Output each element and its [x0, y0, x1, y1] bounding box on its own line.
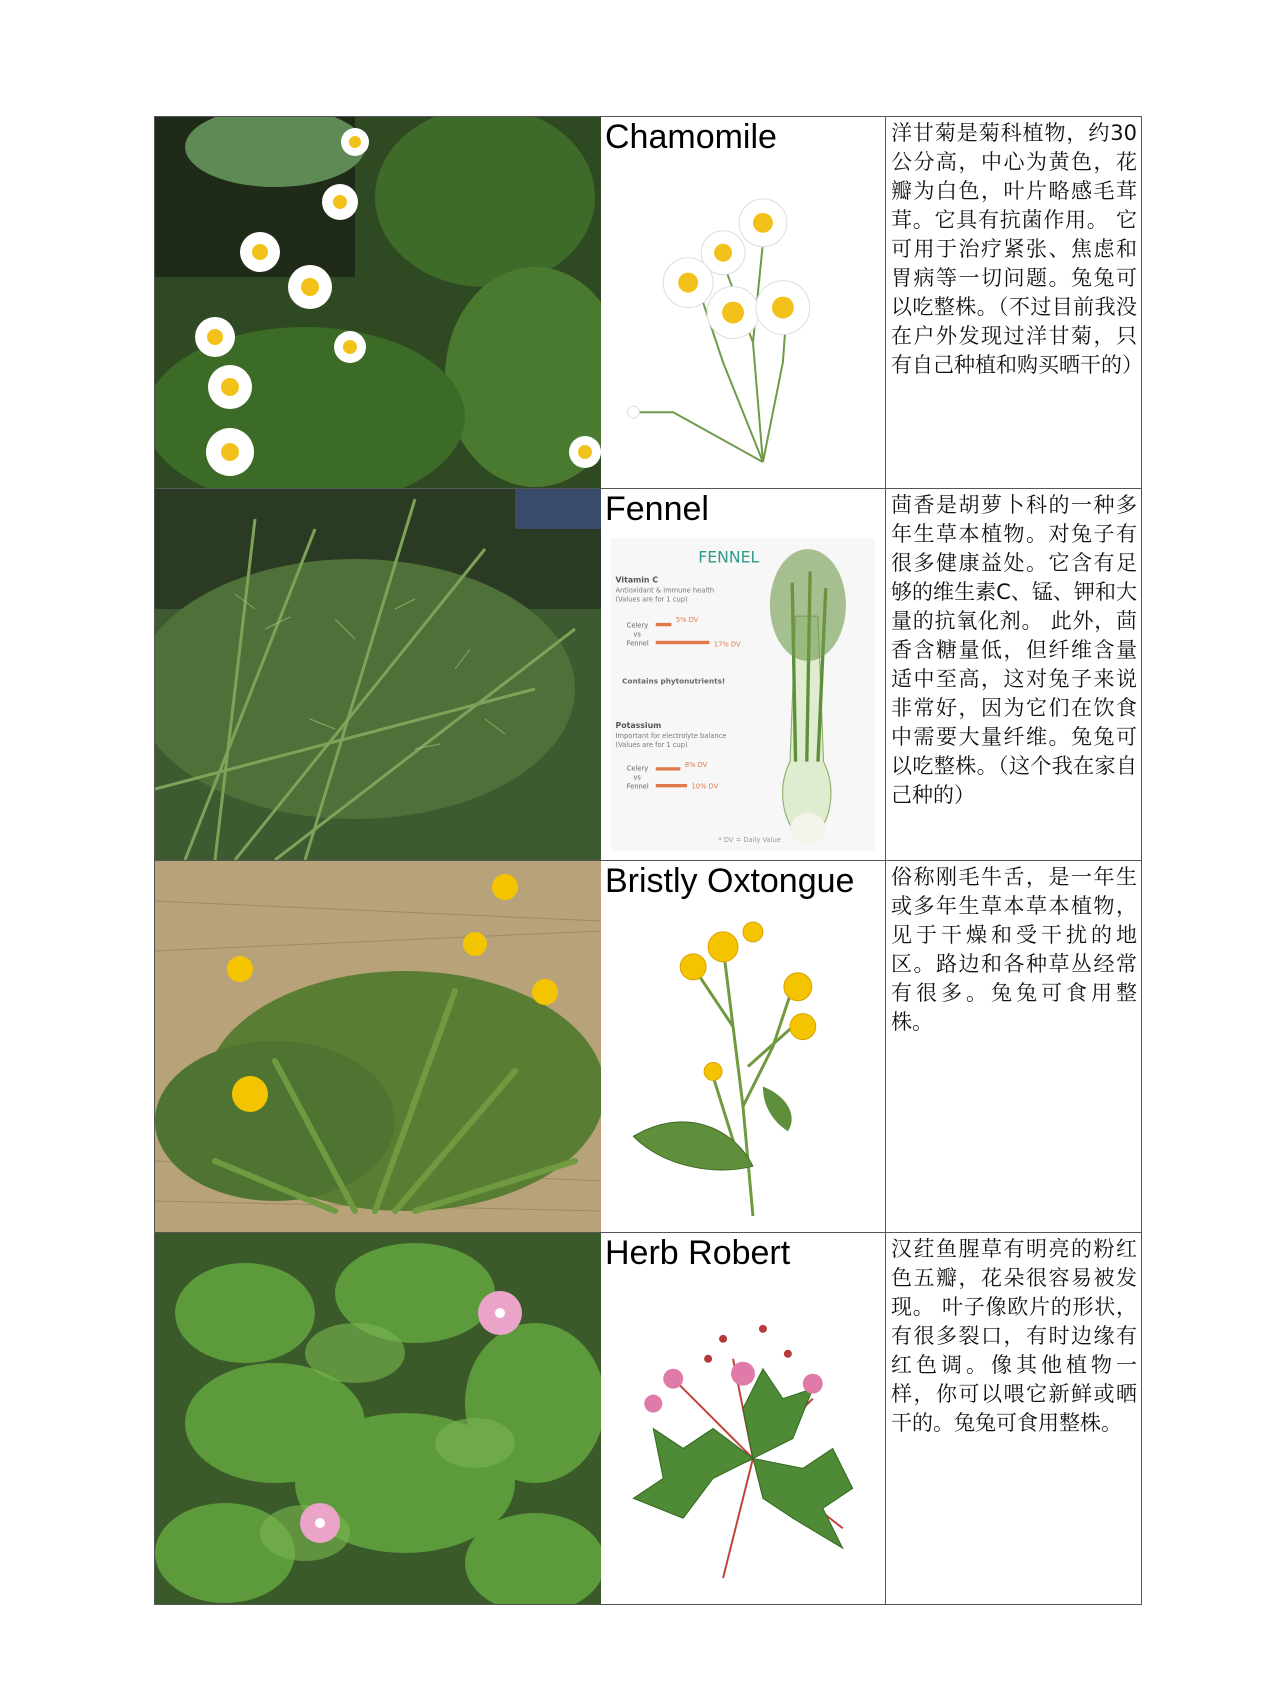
- infographic-fennel-k-bar: [656, 784, 687, 787]
- chamomile-photo-cell: [155, 117, 601, 489]
- infographic-celery-2: Celery: [626, 764, 649, 773]
- infographic-celery-vitc-bar: [656, 623, 672, 626]
- oxtongue-illustration: [611, 907, 875, 1226]
- herb-name-chamomile: Chamomile: [605, 118, 777, 156]
- infographic-fennel-1: Fennel: [626, 639, 649, 648]
- infographic-vitamin-c-sub: Antioxidant & immune health: [615, 586, 715, 595]
- fennel-photo: [155, 489, 601, 860]
- infographic-values-note-2: (Values are for 1 cup): [615, 741, 688, 750]
- oxtongue-photo: [155, 861, 601, 1232]
- oxtongue-desc-cell: [886, 861, 1142, 1233]
- herb-description-chamomile: 洋甘菊是菊科植物，约30公分高，中心为黄色，花瓣为白色，叶片略感毛茸茸。它具有抗菌作用。 它可用于治疗紧张、焦虑和胃病等一切问题。兔兔可以吃整株。（不过目前我没在户外发现过洋甘菊，只有自己种植和购买晒干的）: [891, 121, 1143, 377]
- infographic-phyto: Contains phytonutrients!: [622, 676, 726, 686]
- infographic-vs-2: vs: [633, 773, 641, 782]
- infographic-values-note: (Values are for 1 cup): [615, 595, 688, 604]
- infographic-potassium-sub: Important for electrolyte balance: [615, 732, 727, 741]
- robert-name-cell: [601, 1233, 886, 1605]
- herb-name-fennel: Fennel: [605, 490, 709, 528]
- table-row: [155, 489, 1142, 861]
- infographic-footnote: * DV = Daily Value: [718, 836, 781, 845]
- infographic-celery-vitc: 5% DV: [675, 615, 699, 624]
- infographic-fennel-vitc: 17% DV: [713, 640, 741, 649]
- herb-name-bristly-oxtongue: Bristly Oxtongue: [605, 862, 855, 900]
- infographic-vitamin-c: Vitamin C: [615, 575, 658, 585]
- herb-table: [154, 116, 1142, 1605]
- herb-description-herb-robert: 汉荭鱼腥草有明亮的粉红色五瓣，花朵很容易被发现。 叶子像欧片的形状，有很多裂口，有时边缘有红色调。像其他植物一样，你可以喂它新鲜或晒干的。兔兔可食用整株。: [891, 1237, 1137, 1435]
- infographic-vs-1: vs: [633, 630, 641, 639]
- infographic-fennel-2: Fennel: [626, 782, 649, 791]
- oxtongue-photo-cell: [155, 861, 601, 1233]
- herb-robert-illustration: [611, 1279, 875, 1598]
- fennel-photo-cell: [155, 489, 601, 861]
- infographic-fennel-vitc-bar: [656, 641, 710, 644]
- chamomile-illustration: [611, 163, 875, 482]
- infographic-title: FENNEL: [698, 547, 760, 567]
- oxtongue-name-cell: [601, 861, 886, 1233]
- infographic-celery-k-bar: [656, 767, 681, 770]
- herb-description-bristly-oxtongue: 俗称刚毛牛舌，是一年生或多年生草本草本植物，见于干燥和受干扰的地区。路边和各种草丛经常有很多。兔兔可食用整株。: [891, 865, 1137, 1034]
- robert-desc-cell: [886, 1233, 1142, 1605]
- chamomile-desc-cell: [886, 117, 1142, 489]
- table-row: [155, 861, 1142, 1233]
- herb-description-fennel: 茴香是胡萝卜科的一种多年生草本植物。对兔子有很多健康益处。它含有足够的维生素C、锰、钾和大量的抗氧化剂。 此外，茴香含糖量低，但纤维含量适中至高，这对兔子来说非常好，因为它们在饮食中需要大量纤维。兔兔可以吃整株。（这个我在家自己种的）: [891, 493, 1137, 807]
- infographic-fennel-k: 10% DV: [691, 782, 719, 791]
- herb-name-herb-robert: Herb Robert: [605, 1234, 791, 1272]
- fennel-name-cell: [601, 489, 886, 861]
- table-row: [155, 1233, 1142, 1605]
- fennel-desc-cell: [886, 489, 1142, 861]
- herb-robert-photo: [155, 1233, 601, 1604]
- chamomile-name-cell: [601, 117, 886, 489]
- robert-photo-cell: [155, 1233, 601, 1605]
- table-row: [155, 117, 1142, 489]
- infographic-celery-k: 8% DV: [684, 761, 708, 770]
- chamomile-photo: [155, 117, 601, 488]
- fennel-infographic: [611, 535, 875, 854]
- infographic-potassium: Potassium: [615, 721, 662, 731]
- infographic-celery-1: Celery: [626, 621, 649, 630]
